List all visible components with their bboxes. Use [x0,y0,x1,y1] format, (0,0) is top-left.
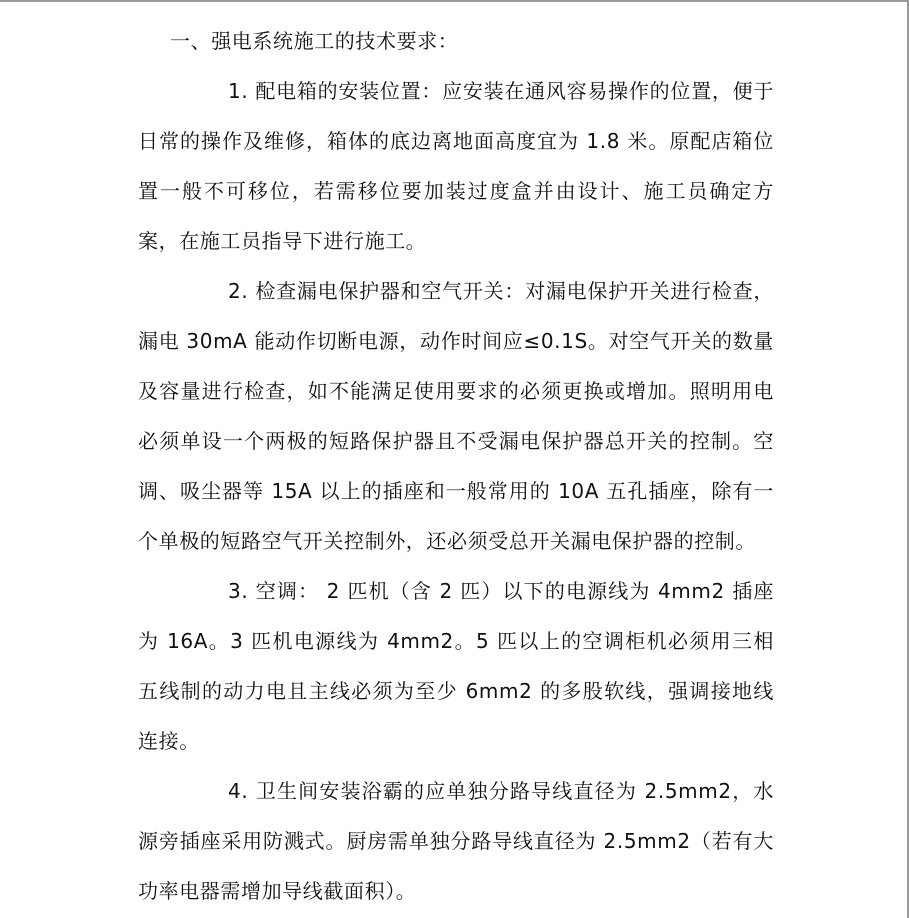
document-body [138,16,774,916]
paragraph-air-conditioner: 3. 空调： 2 匹机（含 2 匹）以下的电源线为 4mm2 插座为 16A。3 匹机电源线为 4mm2。5 匹以上的空调柜机必须用三相五线制的动力电且主线必须为至少 6mm2 的多股软线，强调接地线连接。 [138,579,774,753]
paragraph-distribution-box: 1. 配电箱的安装位置：应安装在通风容易操作的位置，便于日常的操作及维修，箱体的底边离地面高度宜为 1.8 米。原配店箱位置一般不可移位，若需移位要加装过度盒并由设计、施工员确定方案，在施工员指导下进行施工。 [138,79,774,253]
section-heading: 一、强电系统施工的技术要求： [170,29,459,53]
paragraph-leakage-protector: 2. 检查漏电保护器和空气开关：对漏电保护开关进行检查，漏电 30mA 能动作切断电源，动作时间应≤0.1S。对空气开关的数量及容量进行检查，如不能满足使用要求的必须更换或增加。照明用电必须单设一个两极的短路保护器且不受漏电保护器总开关的控制。空调、吸尘器等 15A 以上的插座和一般常用的 10A 五孔插座，除有一个单极的短路空气开关控制外，还必须受总开关漏电保护器的控制。 [138,279,774,553]
paragraph-bathroom-kitchen: 4. 卫生间安装浴霸的应单独分路导线直径为 2.5mm2，水源旁插座采用防溅式。厨房需单独分路导线直径为 2.5mm2（若有大功率电器需增加导线截面积）。 [138,779,774,903]
